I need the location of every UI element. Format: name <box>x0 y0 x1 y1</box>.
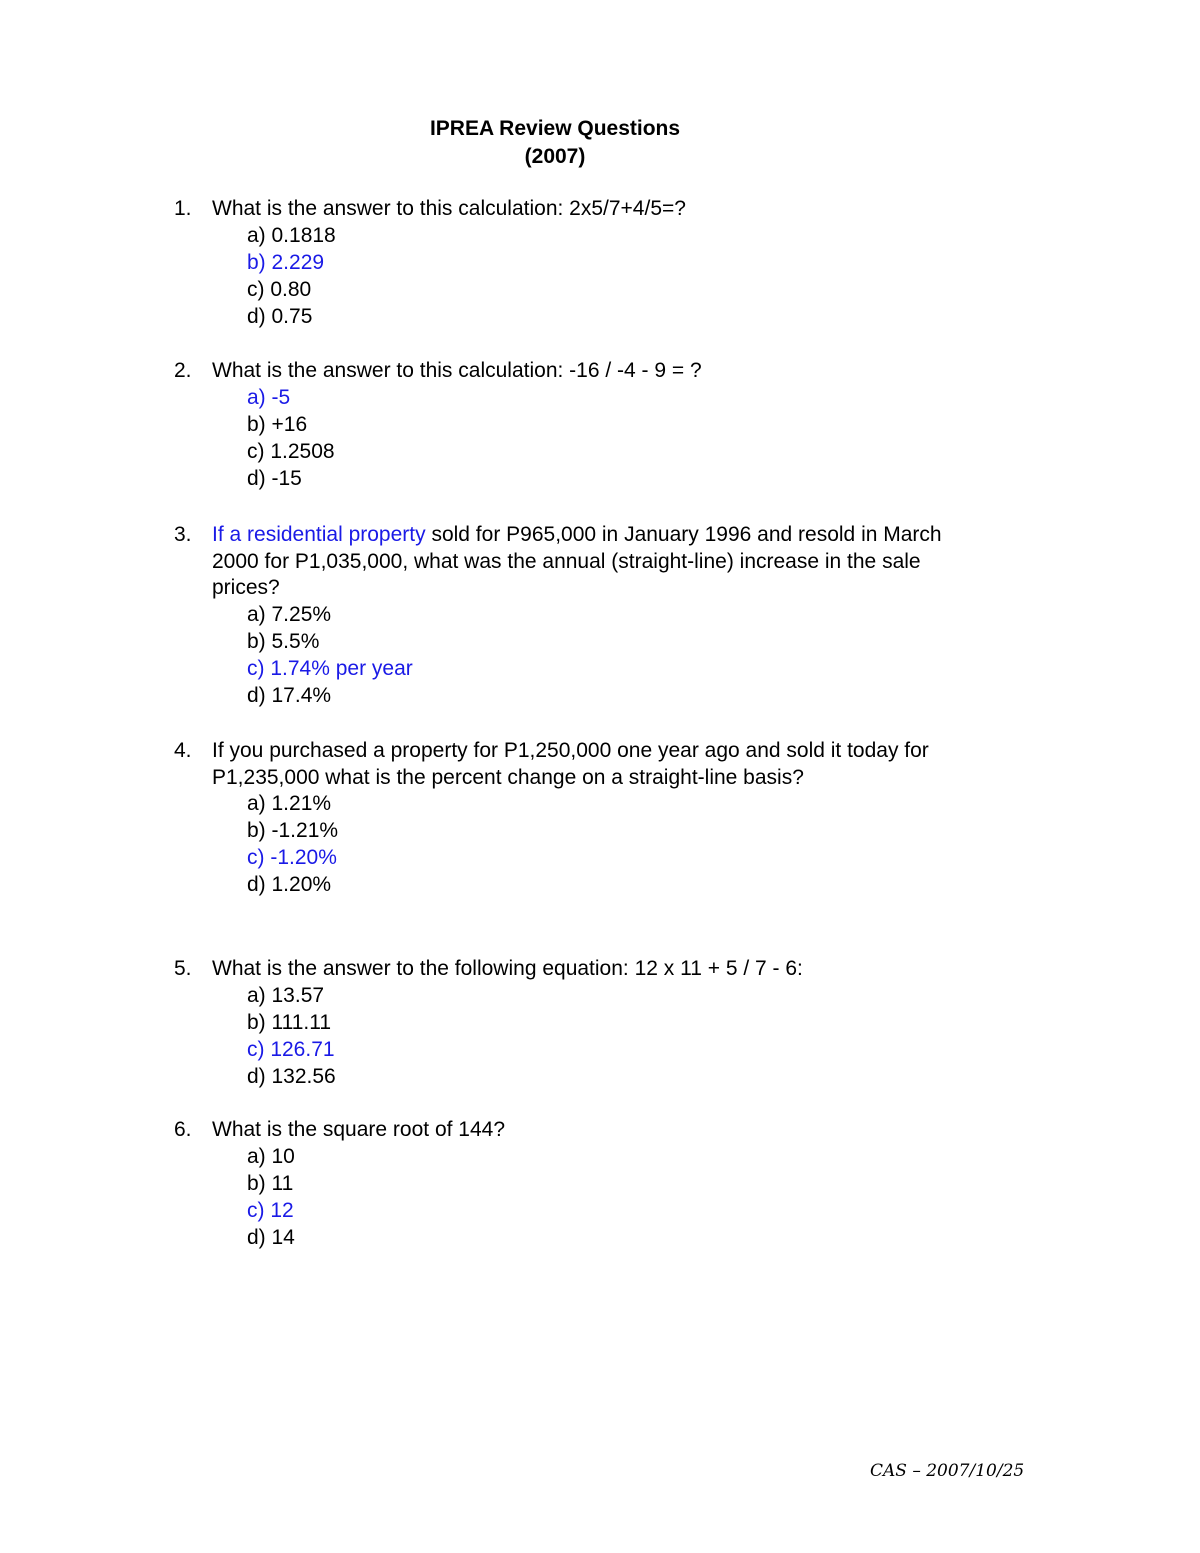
answer-options <box>174 1144 954 1252</box>
question-2 <box>174 358 954 493</box>
option-d: d) 0.75 <box>247 304 313 328</box>
question-6 <box>174 1117 954 1252</box>
question-text-highlight: If a residential property <box>212 523 426 546</box>
option-c-correct: c) 12 <box>247 1198 294 1222</box>
question-number: 2. <box>174 359 192 382</box>
question-text: What is the answer to this calculation: -16 / -4 - 9 = ? <box>212 359 702 382</box>
answer-options <box>174 791 954 899</box>
option-d: d) 1.20% <box>247 873 332 896</box>
question-3 <box>174 522 954 710</box>
question-text-rest: sold for P965,000 in January 1996 and resold in March 2000 for P1,035,000, what was the annual (straight-line) increase in the sale prices? <box>212 523 942 599</box>
option-d: d) 17.4% <box>247 683 332 707</box>
option-c-correct: c) 1.74% per year <box>247 656 413 680</box>
option-c: c) 0.80 <box>247 277 312 301</box>
question-number: 3. <box>174 523 192 546</box>
question-text: If you purchased a property for P1,250,000 one year ago and sold it today for P1,235,000 what is the percent change on a straight-line basis? <box>212 739 929 789</box>
question-number: 1. <box>174 197 192 220</box>
answer-options <box>174 385 954 493</box>
option-b: b) 111.11 <box>247 1010 332 1034</box>
option-d: d) 132.56 <box>247 1064 336 1088</box>
page-footer: CAS – 2007/10/25 <box>870 1461 1025 1481</box>
question-text: What is the square root of 144? <box>212 1118 506 1141</box>
answer-options <box>174 602 954 710</box>
answer-options <box>174 223 954 331</box>
option-d: d) -15 <box>247 466 302 490</box>
option-a: a) 0.1818 <box>247 223 336 247</box>
option-a-correct: a) -5 <box>247 385 291 409</box>
option-c-correct: c) -1.20% <box>247 846 337 869</box>
answer-options <box>174 983 954 1091</box>
question-4 <box>174 738 954 899</box>
page-subtitle-year: (2007) <box>524 145 586 168</box>
question-text: What is the answer to this calculation: 2x5/7+4/5=? <box>212 197 686 220</box>
option-b: b) +16 <box>247 412 308 436</box>
option-a: a) 7.25% <box>247 602 332 626</box>
option-a: a) 13.57 <box>247 983 325 1007</box>
option-c: c) 1.2508 <box>247 439 335 463</box>
question-text <box>212 522 954 602</box>
question-5 <box>174 956 954 1091</box>
question-number: 5. <box>174 957 192 980</box>
question-1 <box>174 196 954 331</box>
option-c-correct: c) 126.71 <box>247 1037 335 1061</box>
option-b-correct: b) 2.229 <box>247 250 325 274</box>
option-b: b) 5.5% <box>247 629 320 653</box>
question-number: 6. <box>174 1118 192 1141</box>
option-b: b) 11 <box>247 1171 294 1195</box>
question-number: 4. <box>174 739 192 762</box>
option-d: d) 14 <box>247 1225 295 1249</box>
option-a: a) 1.21% <box>247 792 332 815</box>
option-a: a) 10 <box>247 1144 295 1168</box>
question-text: What is the answer to the following equation: 12 x 11 + 5 / 7 - 6: <box>212 957 803 980</box>
page-title: IPREA Review Questions <box>429 117 681 140</box>
option-b: b) -1.21% <box>247 819 339 842</box>
